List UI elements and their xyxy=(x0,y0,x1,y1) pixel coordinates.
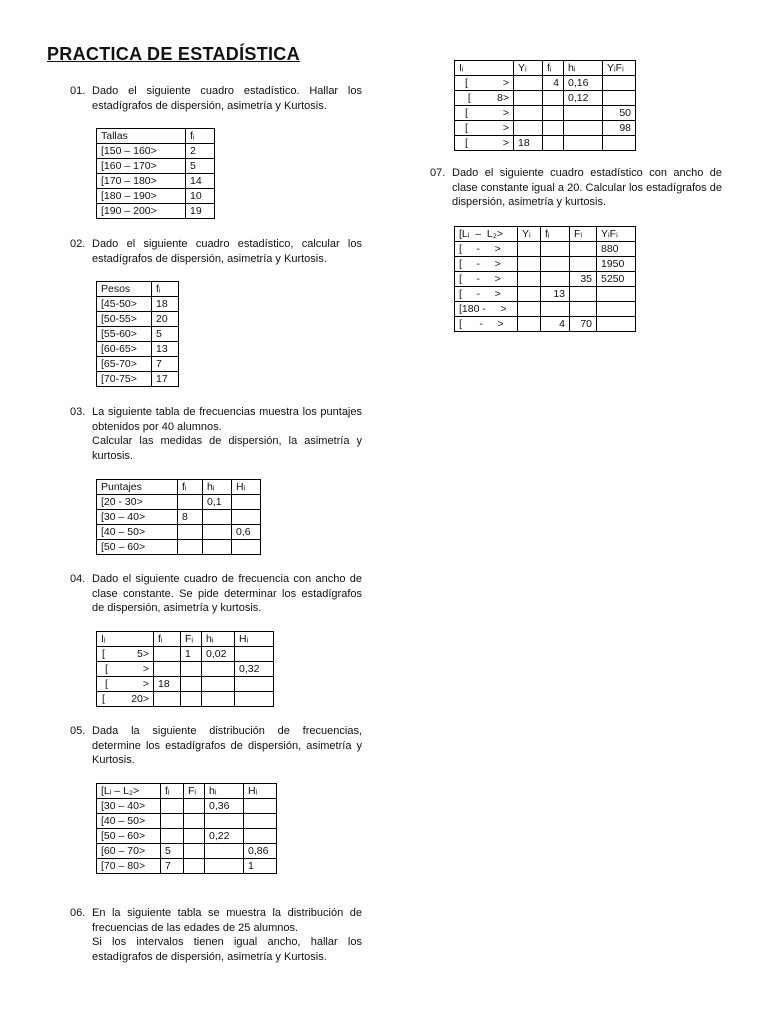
table-row xyxy=(97,204,215,219)
table-cell xyxy=(514,76,543,91)
table-cell: [50 – 60> xyxy=(97,540,178,555)
table-header-cell: hᵢ xyxy=(205,784,244,799)
table-cell: 1950 xyxy=(597,257,636,272)
table-cell: 4 xyxy=(541,317,570,332)
question-number: 03. xyxy=(70,406,86,418)
table-row xyxy=(97,297,179,312)
table-row xyxy=(97,647,274,662)
table-02 xyxy=(96,281,179,387)
table-cell: [40 – 50> xyxy=(97,814,161,829)
table-cell xyxy=(597,287,636,302)
question-number: 02. xyxy=(70,238,86,250)
question-02 xyxy=(70,237,362,266)
table-cell: 2 xyxy=(186,144,215,159)
table-04 xyxy=(96,631,274,707)
table-cell: [180 - > xyxy=(455,302,518,317)
table-cell xyxy=(203,510,232,525)
table-cell: [ - > xyxy=(455,272,518,287)
question-06 xyxy=(70,906,362,965)
table-header-cell: hᵢ xyxy=(202,632,235,647)
table-06 xyxy=(454,60,636,151)
table-cell xyxy=(154,692,181,707)
table-cell xyxy=(603,91,636,106)
table-row xyxy=(455,106,636,121)
table-row xyxy=(97,844,277,859)
table-header-row xyxy=(97,129,215,144)
table-cell xyxy=(570,242,597,257)
question-text: La siguiente tabla de frecuencias muestra los puntajes obtenidos por 40 alumnos. xyxy=(92,406,362,433)
table-cell xyxy=(244,799,277,814)
table-row xyxy=(455,257,636,272)
table-row xyxy=(455,272,636,287)
question-text: Dado el siguiente cuadro estadístico, calcular los estadígrafos de dispersión, asimetría y Kurtosis. xyxy=(92,238,362,265)
table-cell: [30 – 40> xyxy=(97,799,161,814)
table-cell xyxy=(514,91,543,106)
table-header-cell: Hᵢ xyxy=(235,632,274,647)
table-cell: 0,02 xyxy=(202,647,235,662)
table-cell: [70-75> xyxy=(97,372,152,387)
table-header-cell: Yᵢ xyxy=(514,61,543,76)
table-cell: 13 xyxy=(152,342,179,357)
table-cell xyxy=(184,829,205,844)
table-cell: 17 xyxy=(152,372,179,387)
table-cell xyxy=(541,302,570,317)
table-cell xyxy=(514,121,543,136)
table-cell xyxy=(184,859,205,874)
table-header-cell: fᵢ xyxy=(178,480,203,495)
table-cell: [65-70> xyxy=(97,357,152,372)
table-row xyxy=(455,287,636,302)
table-cell xyxy=(202,677,235,692)
question-04 xyxy=(70,572,362,616)
table-header-cell: Puntajes xyxy=(97,480,178,495)
table-cell xyxy=(205,844,244,859)
table-cell: 98 xyxy=(603,121,636,136)
table-cell xyxy=(518,302,541,317)
table-row xyxy=(97,829,277,844)
table-cell: [190 – 200> xyxy=(97,204,186,219)
table-row xyxy=(97,342,179,357)
table-cell xyxy=(541,272,570,287)
table-row xyxy=(97,144,215,159)
table-cell xyxy=(543,106,564,121)
table-cell: [ - > xyxy=(455,317,518,332)
table-cell xyxy=(518,272,541,287)
table-cell xyxy=(543,136,564,151)
question-text-2: Calcular las medidas de dispersión, la asimetría y kurtosis. xyxy=(92,435,362,463)
page-title: PRACTICA DE ESTADÍSTICA xyxy=(47,44,300,64)
table-header-cell: hᵢ xyxy=(564,61,603,76)
table-cell: [ 20> xyxy=(97,692,154,707)
question-text: Dada la siguiente distribución de frecuencias, determine los estadígrafos de dispersión, asimetría y Kurtosis. xyxy=(92,725,362,767)
table-07 xyxy=(454,226,636,332)
table-header-row xyxy=(97,632,274,647)
table-cell: [180 – 190> xyxy=(97,189,186,204)
table-cell xyxy=(154,662,181,677)
table-header-cell: Fᵢ xyxy=(184,784,205,799)
table-cell xyxy=(184,799,205,814)
table-cell xyxy=(541,242,570,257)
table-cell: 14 xyxy=(186,174,215,189)
table-cell xyxy=(205,859,244,874)
table-row xyxy=(455,242,636,257)
table-cell: [ > xyxy=(455,136,514,151)
table-cell xyxy=(597,302,636,317)
table-header-row xyxy=(97,480,261,495)
table-cell xyxy=(244,814,277,829)
table-header-cell: Pesos xyxy=(97,282,152,297)
table-cell xyxy=(570,257,597,272)
table-header-cell: Iᵢ xyxy=(97,632,154,647)
table-cell: 18 xyxy=(152,297,179,312)
table-cell xyxy=(570,287,597,302)
table-cell xyxy=(203,540,232,555)
table-row xyxy=(97,159,215,174)
table-cell xyxy=(518,317,541,332)
question-number: 06. xyxy=(70,907,86,919)
question-07 xyxy=(430,166,722,210)
question-text: Dado el siguiente cuadro estadístico con ancho de clase constante igual a 20. Calcular los estadígrafos de dispersión, asimetría y kurtosis. xyxy=(452,167,722,209)
table-cell: 19 xyxy=(186,204,215,219)
table-cell xyxy=(235,692,274,707)
table-cell: 0,22 xyxy=(205,829,244,844)
table-cell: 7 xyxy=(152,357,179,372)
table-cell xyxy=(178,525,203,540)
table-cell: 0,6 xyxy=(232,525,261,540)
table-header-cell: YᵢFᵢ xyxy=(603,61,636,76)
table-row xyxy=(97,372,179,387)
table-row xyxy=(97,357,179,372)
table-row xyxy=(97,525,261,540)
table-cell xyxy=(518,287,541,302)
question-number: 05. xyxy=(70,725,86,737)
table-cell xyxy=(232,540,261,555)
table-05 xyxy=(96,783,277,874)
table-cell: 20 xyxy=(152,312,179,327)
table-cell xyxy=(232,510,261,525)
table-cell: [ > xyxy=(455,121,514,136)
table-cell: [40 – 50> xyxy=(97,525,178,540)
table-header-cell: Hᵢ xyxy=(244,784,277,799)
table-cell xyxy=(203,525,232,540)
question-03 xyxy=(70,405,362,464)
table-cell: 5 xyxy=(161,844,184,859)
table-header-cell: fᵢ xyxy=(154,632,181,647)
table-cell xyxy=(161,799,184,814)
question-number: 01. xyxy=(70,85,86,97)
question-number: 04. xyxy=(70,573,86,585)
table-cell xyxy=(235,677,274,692)
table-row xyxy=(97,662,274,677)
table-header-row xyxy=(455,227,636,242)
table-cell: [50 – 60> xyxy=(97,829,161,844)
table-cell xyxy=(178,540,203,555)
table-header-cell: YᵢFᵢ xyxy=(597,227,636,242)
table-row xyxy=(97,677,274,692)
table-cell xyxy=(564,136,603,151)
table-header-cell: Yᵢ xyxy=(518,227,541,242)
table-cell xyxy=(161,814,184,829)
table-cell xyxy=(244,829,277,844)
table-row xyxy=(97,327,179,342)
table-cell: [ - > xyxy=(455,257,518,272)
table-cell xyxy=(541,257,570,272)
table-cell: 0,32 xyxy=(235,662,274,677)
table-cell: [55-60> xyxy=(97,327,152,342)
table-cell xyxy=(543,121,564,136)
table-cell: [170 – 180> xyxy=(97,174,186,189)
table-cell xyxy=(232,495,261,510)
table-cell: 5250 xyxy=(597,272,636,287)
table-header-cell: fᵢ xyxy=(186,129,215,144)
table-cell: [ > xyxy=(97,677,154,692)
table-cell: 10 xyxy=(186,189,215,204)
table-cell: 70 xyxy=(570,317,597,332)
table-row xyxy=(97,859,277,874)
table-header-cell: Fᵢ xyxy=(570,227,597,242)
table-cell: 880 xyxy=(597,242,636,257)
table-header-cell: [Lᵢ – L₂> xyxy=(97,784,161,799)
table-cell xyxy=(178,495,203,510)
table-cell: 18 xyxy=(514,136,543,151)
table-cell: [60-65> xyxy=(97,342,152,357)
table-row xyxy=(97,799,277,814)
table-cell xyxy=(518,242,541,257)
table-cell: [ > xyxy=(455,106,514,121)
table-cell: 0,12 xyxy=(564,91,603,106)
question-text-2: Si los intervalos tienen igual ancho, hallar los estadígrafos de dispersión, asimetría y Kurtosis. xyxy=(92,936,362,964)
table-cell: [ 8> xyxy=(455,91,514,106)
table-cell: 0,16 xyxy=(564,76,603,91)
table-cell xyxy=(161,829,184,844)
table-cell xyxy=(597,317,636,332)
table-cell: [60 – 70> xyxy=(97,844,161,859)
table-cell: 8 xyxy=(178,510,203,525)
table-cell: [30 – 40> xyxy=(97,510,178,525)
question-05 xyxy=(70,724,362,768)
table-header-cell: fᵢ xyxy=(543,61,564,76)
table-row xyxy=(97,312,179,327)
table-cell xyxy=(181,677,202,692)
table-row xyxy=(97,189,215,204)
table-row xyxy=(97,814,277,829)
table-cell: 18 xyxy=(154,677,181,692)
table-row xyxy=(97,174,215,189)
table-header-cell: Fᵢ xyxy=(181,632,202,647)
table-header-row xyxy=(455,61,636,76)
table-cell xyxy=(514,106,543,121)
table-row xyxy=(455,302,636,317)
table-cell xyxy=(154,647,181,662)
table-header-cell: hᵢ xyxy=(203,480,232,495)
table-row xyxy=(97,540,261,555)
table-cell xyxy=(181,692,202,707)
table-cell: 4 xyxy=(543,76,564,91)
table-cell xyxy=(564,106,603,121)
table-cell: [ 5> xyxy=(97,647,154,662)
table-cell: [150 – 160> xyxy=(97,144,186,159)
table-cell xyxy=(603,136,636,151)
question-01 xyxy=(70,84,362,113)
table-cell: 50 xyxy=(603,106,636,121)
table-row xyxy=(97,495,261,510)
table-01 xyxy=(96,128,215,219)
table-cell: 35 xyxy=(570,272,597,287)
table-header-cell: fᵢ xyxy=(152,282,179,297)
table-cell xyxy=(564,121,603,136)
table-row xyxy=(455,91,636,106)
table-cell: 0,36 xyxy=(205,799,244,814)
table-header-cell: Iᵢ xyxy=(455,61,514,76)
question-text: En la siguiente tabla se muestra la distribución de frecuencias de las edades de 25 alumnos. xyxy=(92,907,362,934)
table-cell: [ - > xyxy=(455,242,518,257)
table-cell xyxy=(603,76,636,91)
table-cell: [45-50> xyxy=(97,297,152,312)
table-cell: 7 xyxy=(161,859,184,874)
table-cell: [160 – 170> xyxy=(97,159,186,174)
table-cell xyxy=(205,814,244,829)
table-cell: [70 – 80> xyxy=(97,859,161,874)
table-header-cell: fᵢ xyxy=(161,784,184,799)
table-row xyxy=(455,317,636,332)
table-row xyxy=(455,136,636,151)
table-cell: [20 - 30> xyxy=(97,495,178,510)
table-cell xyxy=(202,692,235,707)
question-number: 07. xyxy=(430,167,446,179)
table-header-cell: Tallas xyxy=(97,129,186,144)
table-cell: 5 xyxy=(186,159,215,174)
table-cell xyxy=(202,662,235,677)
table-row xyxy=(97,510,261,525)
table-cell: [ > xyxy=(97,662,154,677)
table-cell: 1 xyxy=(244,859,277,874)
table-03 xyxy=(96,479,261,555)
table-cell xyxy=(570,302,597,317)
table-cell: 0,86 xyxy=(244,844,277,859)
table-header-row xyxy=(97,282,179,297)
table-cell xyxy=(181,662,202,677)
table-cell xyxy=(543,91,564,106)
table-cell xyxy=(235,647,274,662)
table-cell: 5 xyxy=(152,327,179,342)
table-cell: 13 xyxy=(541,287,570,302)
table-cell xyxy=(518,257,541,272)
table-header-row xyxy=(97,784,277,799)
table-cell: 1 xyxy=(181,647,202,662)
question-text: Dado el siguiente cuadro de frecuencia con ancho de clase constante. Se pide determinar los estadígrafos de dispersión, asimetría y kurtosis. xyxy=(92,573,362,615)
table-cell: [ - > xyxy=(455,287,518,302)
table-header-cell: fᵢ xyxy=(541,227,570,242)
table-cell xyxy=(184,814,205,829)
table-row xyxy=(97,692,274,707)
table-cell: 0,1 xyxy=(203,495,232,510)
table-cell: [ > xyxy=(455,76,514,91)
table-cell: [50-55> xyxy=(97,312,152,327)
table-row xyxy=(455,121,636,136)
table-row xyxy=(455,76,636,91)
table-header-cell: Hᵢ xyxy=(232,480,261,495)
table-cell xyxy=(184,844,205,859)
question-text: Dado el siguiente cuadro estadístico. Hallar los estadígrafos de dispersión, asimetría y Kurtosis. xyxy=(92,85,362,112)
table-header-cell: [Lᵢ – L₂> xyxy=(455,227,518,242)
